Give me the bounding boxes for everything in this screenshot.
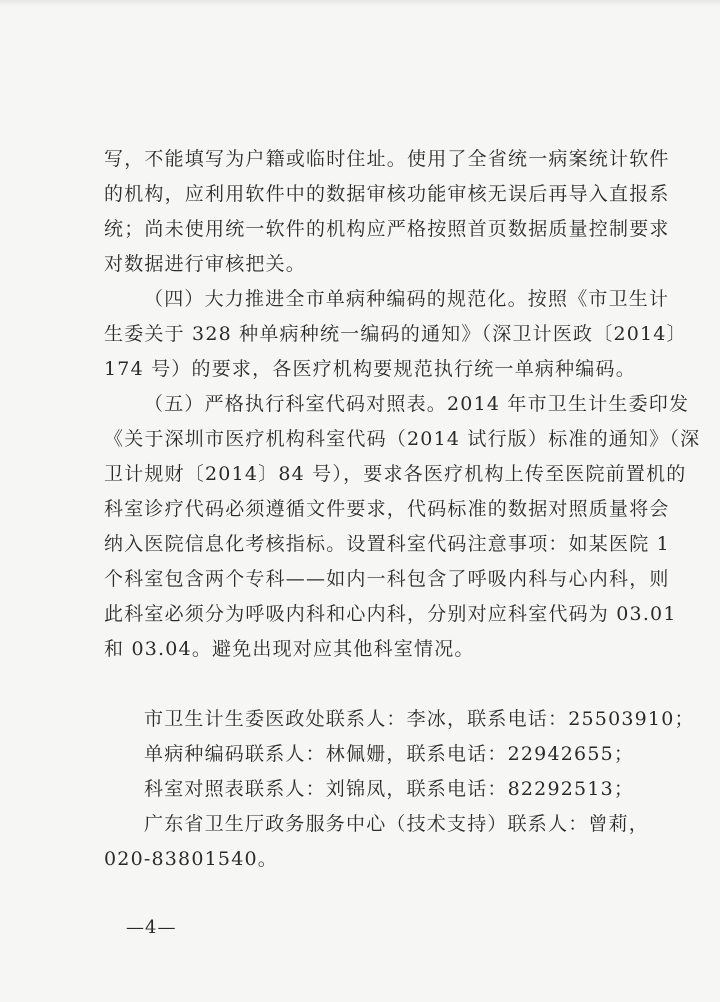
contact-line: 广东省卫生厅政务服务中心（技术支持）联系人：曾莉， bbox=[144, 813, 650, 835]
contact-line: 020-83801540。 bbox=[104, 848, 278, 870]
body-line: 和 03.04。避免出现对应其他科室情况。 bbox=[104, 638, 475, 660]
body-line: 科室诊疗代码必须遵循文件要求，代码标准的数据对照质量将会 bbox=[104, 498, 670, 520]
body-line: 个科室包含两个专科——如内一科包含了呼吸内科与心内科，则 bbox=[104, 568, 670, 590]
body-line: 生委关于 328 种单病种统一编码的通知》（深卫计医政〔2014〕 bbox=[104, 323, 687, 345]
body-line: 的机构，应利用软件中的数据审核功能审核无误后再导入直报系 bbox=[104, 183, 670, 205]
contact-line: 市卫生计生委医政处联系人：李冰，联系电话：25503910； bbox=[144, 708, 695, 730]
page-number: —4— bbox=[126, 917, 177, 938]
scan-edge bbox=[0, 0, 720, 6]
body-line: 对数据进行审核把关。 bbox=[104, 253, 307, 275]
contact-line: 科室对照表联系人：刘锦凤，联系电话：82292513； bbox=[144, 778, 635, 800]
body-line: 写，不能填写为户籍或临时住址。使用了全省统一病案统计软件 bbox=[104, 148, 670, 170]
body-line: 纳入医院信息化考核指标。设置科室代码注意事项：如某医院 1 bbox=[104, 533, 670, 555]
body-line: （五）严格执行科室代码对照表。2014 年市卫生计生委印发 bbox=[144, 393, 690, 415]
body-line: （四）大力推进全市单病种编码的规范化。按照《市卫生计 bbox=[144, 288, 670, 310]
body-line: 174 号）的要求，各医疗机构要规范执行统一单病种编码。 bbox=[104, 358, 636, 380]
body-line: 《关于深圳市医疗机构科室代码（2014 试行版）标准的通知》（深 bbox=[104, 428, 701, 450]
contact-line: 单病种编码联系人：林佩姗，联系电话：22942655； bbox=[144, 743, 635, 765]
body-line: 此科室必须分为呼吸内科和心内科，分别对应科室代码为 03.01 bbox=[104, 603, 677, 625]
body-line: 卫计规财〔2014〕84 号），要求各医疗机构上传至医院前置机的 bbox=[104, 463, 687, 485]
body-line: 统；尚未使用统一软件的机构应严格按照首页数据质量控制要求 bbox=[104, 218, 670, 240]
